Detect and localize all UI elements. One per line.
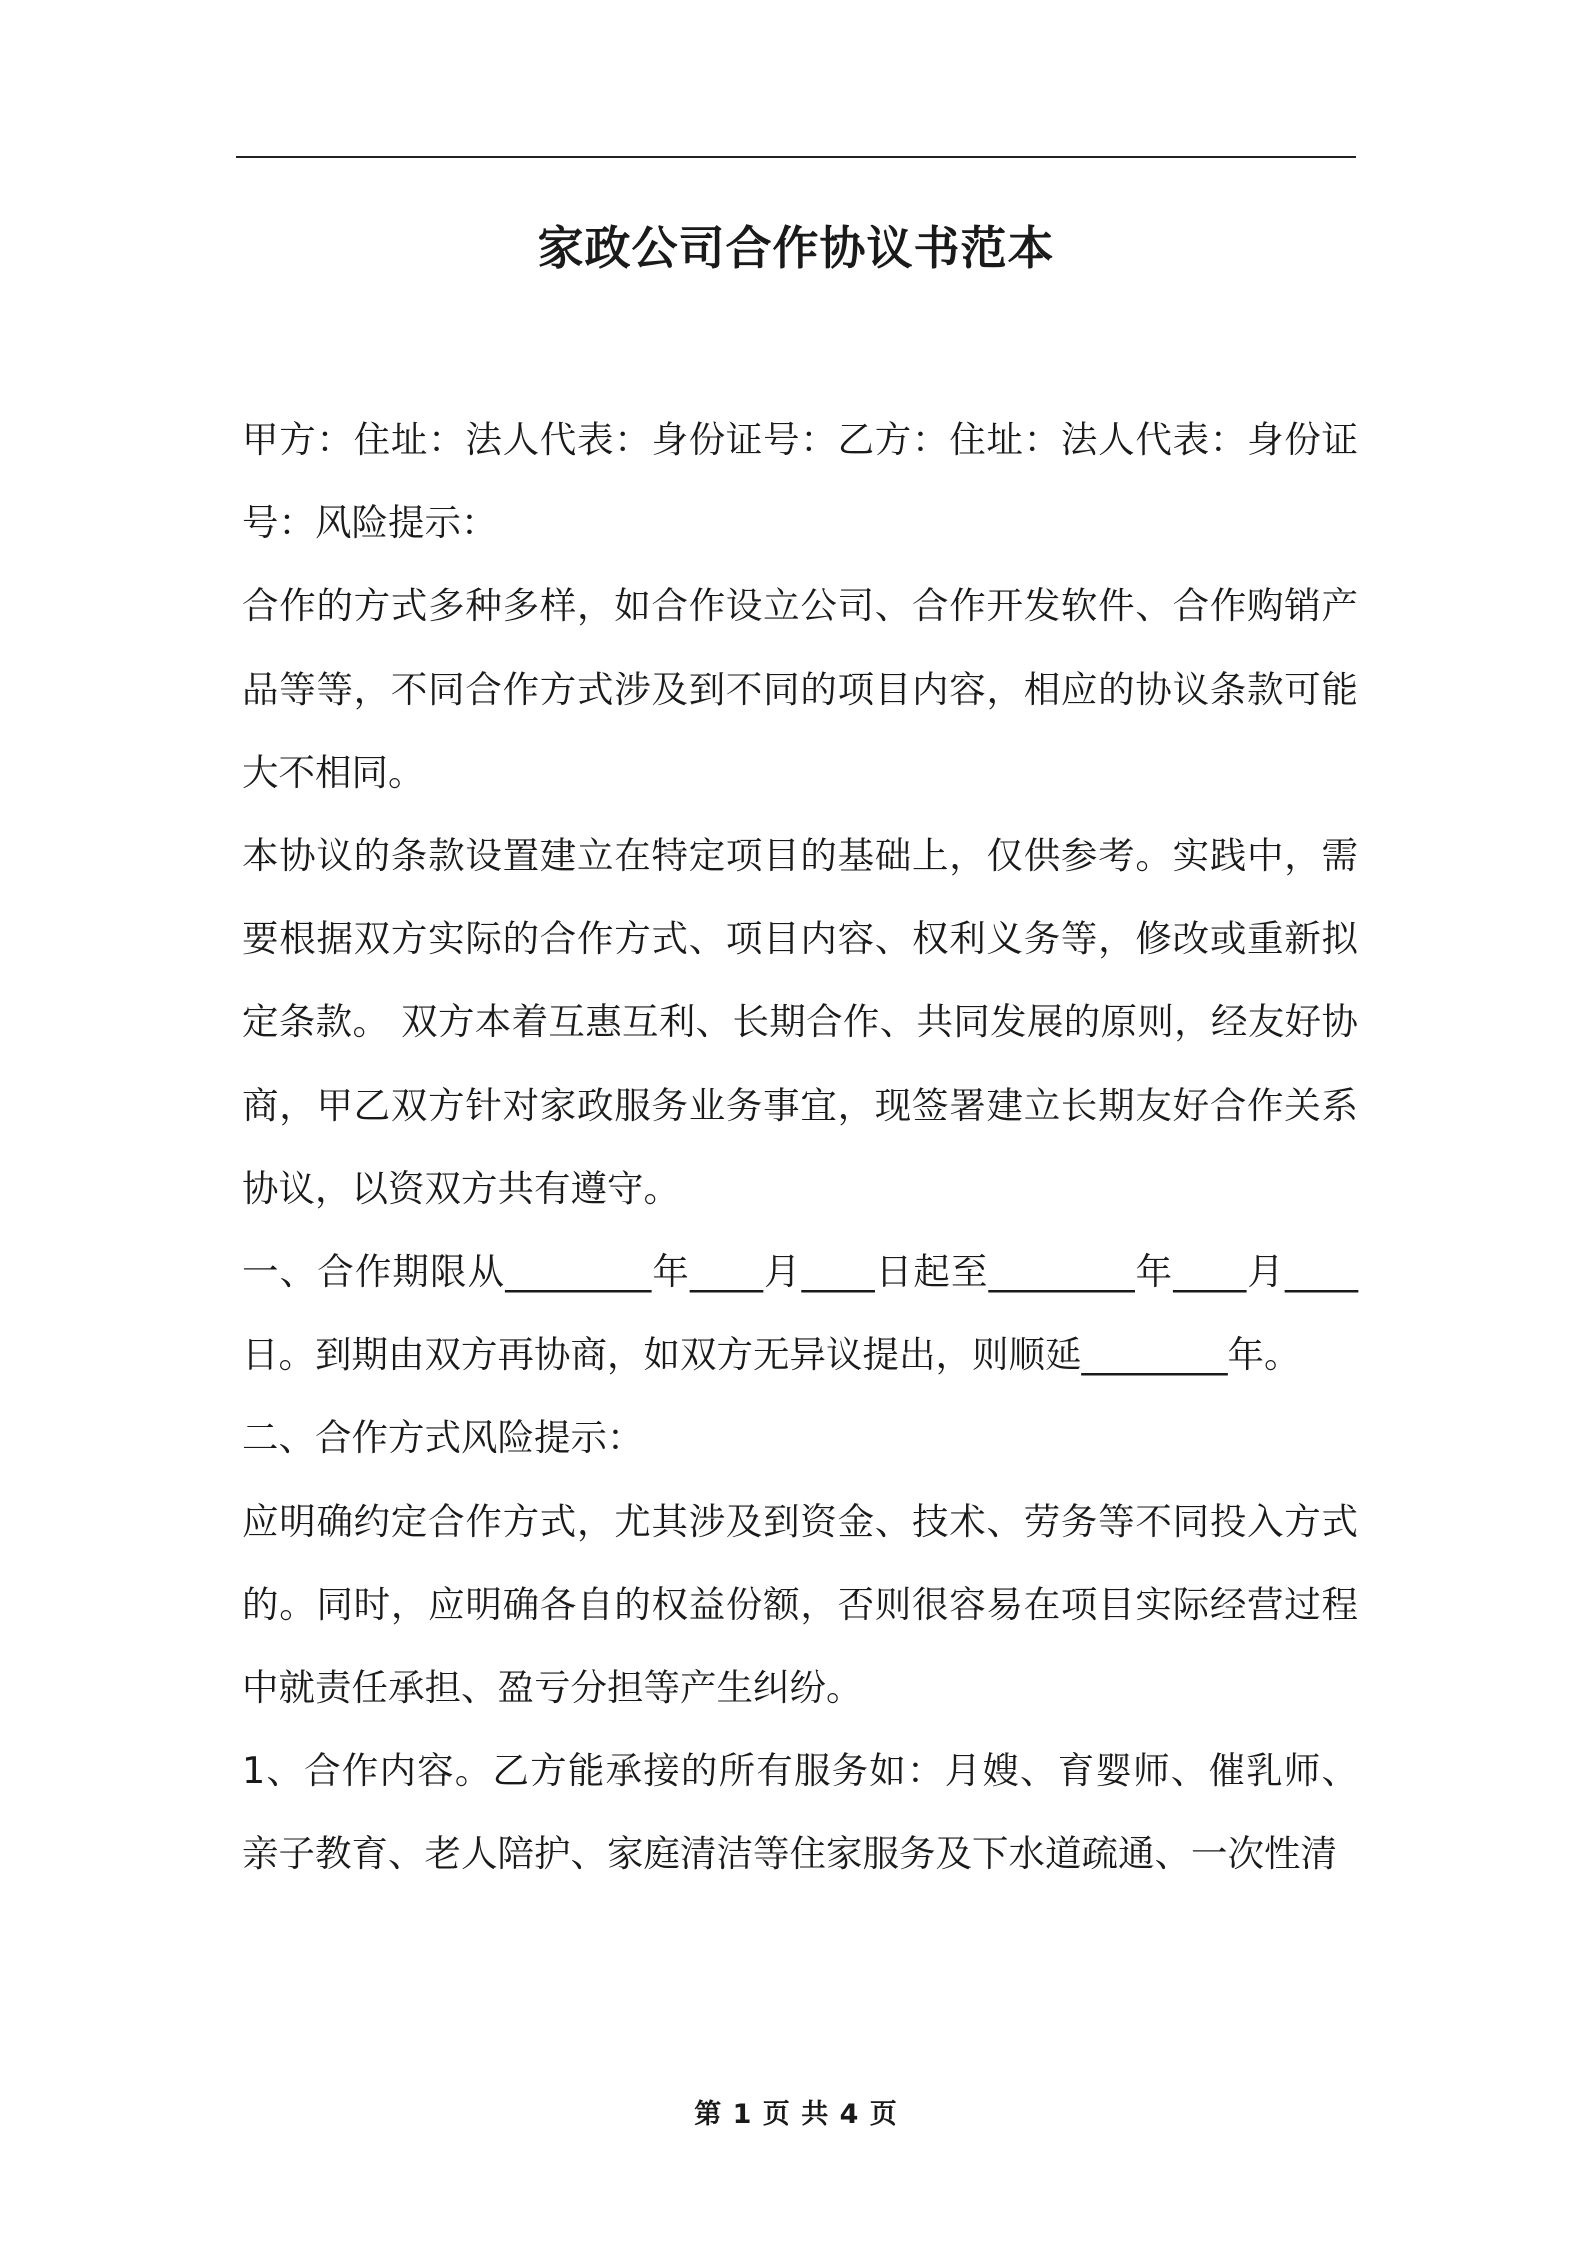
document-body (242, 398, 1358, 1896)
paragraph-mode-risk: 应明确约定合作方式，尤其涉及到资金、技术、劳务等不同投入方式的。同时，应明确各自的权益份额，否则很容易在项目实际经营过程中就责任承担、盈亏分担等产生纠纷。 (242, 1499, 1358, 1710)
paragraph-cooperation-types: 合作的方式多种多样，如合作设立公司、合作开发软件、合作购销产品等等，不同合作方式涉及到不同的项目内容，相应的协议条款可能大不相同。 (242, 584, 1358, 794)
paragraph-parties: 甲方：住址：法人代表：身份证号：乙方：住址：法人代表：身份证号：风险提示： (242, 418, 1358, 545)
paragraph-preamble: 本协议的条款设置建立在特定项目的基础上，仅供参考。实践中，需要根据双方实际的合作方式、项目内容、权利义务等，修改或重新拟定条款。 双方本着互惠互利、长期合作、共同发展的原则，经友好协商，甲乙双方针对家政服务业务事宜，现签署建立长期友好合作关系协议，以资双方共有遵守。 (242, 834, 1358, 1210)
header-rule (236, 156, 1356, 158)
page-number: 第 1 页 共 4 页 (694, 2099, 898, 2130)
paragraph-content: 1、合作内容。乙方能承接的所有服务如：月嫂、育婴师、催乳师、亲子教育、老人陪护、家庭清洁等住家服务及下水道疏通、一次性清 (242, 1749, 1358, 1876)
section-heading-cooperation-mode: 二、合作方式风险提示： (242, 1416, 644, 1460)
paragraph-term: 一、合作期限从________年____月____日起至________年____月____日。到期由双方再协商，如双方无异议提出，则顺延________年。 (242, 1250, 1358, 1377)
document-title: 家政公司合作协议书范本 (537, 221, 1055, 275)
